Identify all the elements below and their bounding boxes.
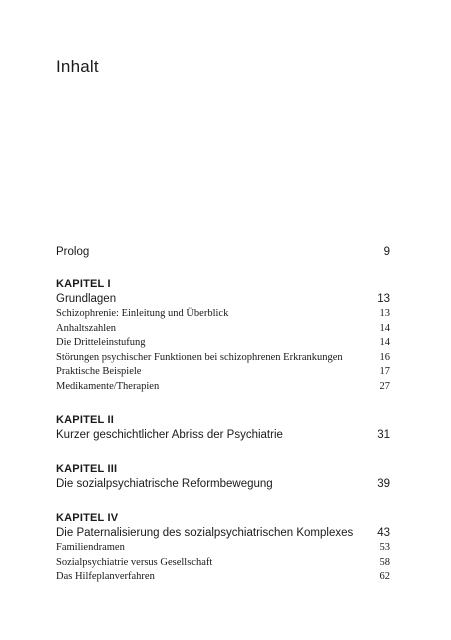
table-of-contents xyxy=(56,244,390,585)
toc-entry-page: 53 xyxy=(379,542,390,553)
toc-entry-chapter-title[interactable] xyxy=(56,526,390,541)
toc-entry-subsection[interactable] xyxy=(56,556,390,571)
toc-entry-page: 31 xyxy=(377,429,390,441)
toc-entry-page: 14 xyxy=(379,337,390,348)
toc-entry-title: Familiendramen xyxy=(56,542,125,553)
toc-entry-page: 39 xyxy=(377,478,390,490)
toc-entry-page: 9 xyxy=(383,246,390,258)
toc-entry-title: Sozialpsychiatrie versus Gesellschaft xyxy=(56,556,213,568)
chapter-2 xyxy=(56,413,390,443)
toc-entry-title: Grundlagen xyxy=(56,293,117,305)
toc-entry-prolog[interactable] xyxy=(56,244,390,260)
chapter-label: KAPITEL II xyxy=(56,414,115,426)
toc-entry-page: 62 xyxy=(379,571,390,582)
toc-entry-title: Die Paternalisierung des sozialpsychiatrischen Komplexes xyxy=(56,527,354,539)
toc-entry-page: 27 xyxy=(379,380,390,392)
toc-entry-subsection[interactable] xyxy=(56,570,390,585)
toc-entry-page: 14 xyxy=(379,322,390,334)
toc-entry-title: Störungen psychischer Funktionen bei schizophrenen Erkrankungen xyxy=(56,351,343,363)
toc-entry-subsection[interactable] xyxy=(56,322,390,337)
toc-entry-chapter-title[interactable] xyxy=(56,428,390,443)
chapter-label: KAPITEL I xyxy=(56,278,111,290)
toc-entry-title: Kurzer geschichtlicher Abriss der Psychiatrie xyxy=(56,429,283,441)
page-title: Inhalt xyxy=(56,57,99,76)
toc-entry-title: Medikamente/Therapien xyxy=(56,380,160,392)
chapter-3 xyxy=(56,462,390,492)
toc-entry-title: Die sozialpsychiatrische Reformbewegung xyxy=(56,478,273,490)
toc-entry-page: 43 xyxy=(377,527,390,539)
toc-entry-page: 17 xyxy=(379,366,390,377)
toc-entry-title: Das Hilfeplanverfahren xyxy=(56,571,155,582)
toc-entry-title: Schizophrenie: Einleitung und Überblick xyxy=(56,308,229,319)
toc-entry-subsection[interactable] xyxy=(56,336,390,351)
toc-entry-page: 58 xyxy=(379,556,390,568)
toc-entry-page: 13 xyxy=(379,308,390,319)
toc-entry-page: 16 xyxy=(379,351,390,363)
toc-entry-page: 13 xyxy=(377,293,390,305)
toc-entry-subsection[interactable] xyxy=(56,380,390,395)
toc-entry-title: Die Dritteleinstufung xyxy=(56,337,146,348)
chapter-1 xyxy=(56,277,390,394)
chapter-4 xyxy=(56,511,390,585)
toc-entry-subsection[interactable] xyxy=(56,365,390,380)
toc-entry-title: Anhaltszahlen xyxy=(56,322,117,334)
toc-entry-title: Praktische Beispiele xyxy=(56,366,142,377)
toc-entry-subsection[interactable] xyxy=(56,541,390,556)
chapter-label: KAPITEL IV xyxy=(56,512,119,524)
toc-entry-subsection[interactable] xyxy=(56,351,390,366)
toc-entry-subsection[interactable] xyxy=(56,307,390,322)
toc-entry-chapter-title[interactable] xyxy=(56,477,390,492)
toc-entry-title: Prolog xyxy=(56,246,90,258)
chapter-label: KAPITEL III xyxy=(56,463,118,475)
toc-entry-chapter-title[interactable] xyxy=(56,292,390,307)
